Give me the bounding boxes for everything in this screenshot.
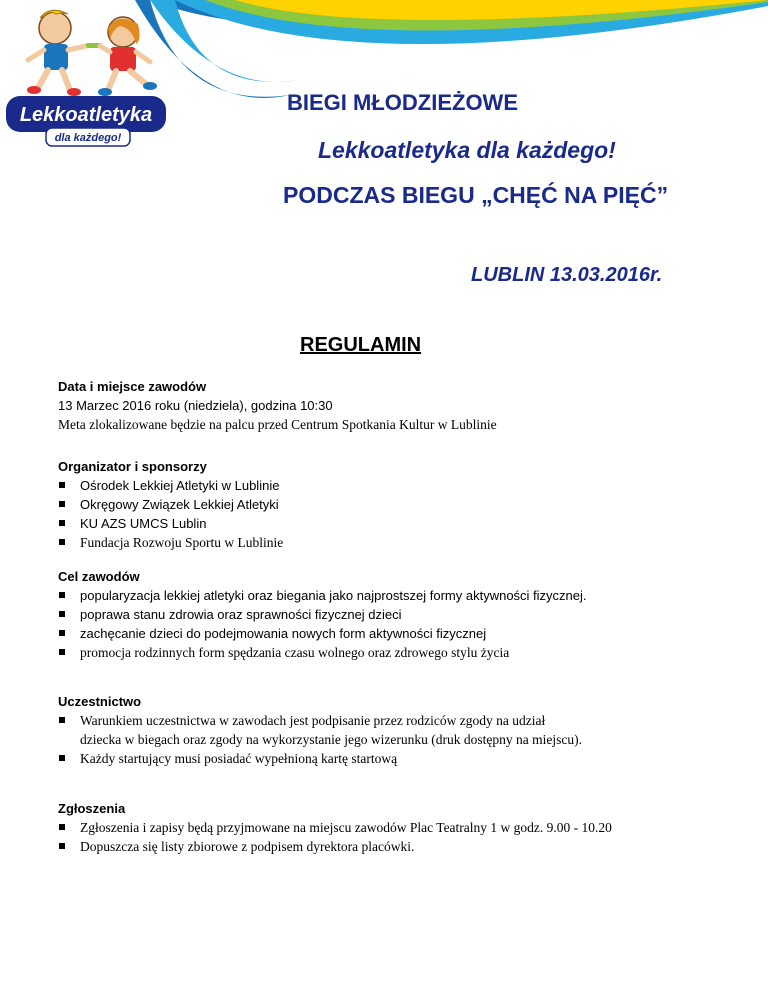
section-title: Cel zawodów — [58, 569, 140, 584]
list-item: KU AZS UMCS Lublin — [58, 514, 738, 533]
logo-tagline-text: dla każdego! — [54, 132, 122, 144]
event-date: 13 Marzec 2016 roku (niedziela), godzina 10:30 — [58, 398, 333, 413]
logo-brand-text: Lekkoatletyka — [19, 104, 153, 126]
list-item: Warunkiem uczestnictwa w zawodach jest podpisanie przez rodziców zgody na udział dziecka w biegach oraz zgody na wykorzystanie jego wizerunku (druk dostępny na miejscu). — [58, 711, 738, 749]
bullet-icon — [59, 630, 65, 636]
bullet-icon — [59, 717, 65, 723]
header-subtitle: Lekkoatletyka dla każdego! — [318, 137, 616, 163]
list-item: promocja rodzinnych form spędzania czasu wolnego oraz zdrowego stylu życia — [58, 643, 738, 662]
list-item: Każdy startujący musi posiadać wypełnioną kartę startową — [58, 749, 738, 768]
regulamin-title: REGULAMIN — [300, 334, 422, 356]
section-registration — [58, 800, 738, 856]
section-title: Uczestnictwo — [58, 694, 142, 709]
list-item: Fundacja Rozwoju Sportu w Lublinie — [58, 533, 738, 552]
header-event: PODCZAS BIEGU „CHĘĆ NA PIĘĆ” — [283, 182, 669, 208]
section-title: Zgłoszenia — [58, 801, 126, 816]
list-item: popularyzacja lekkiej atletyki oraz biegania jako najprostszej formy aktywności fizycznej. — [58, 586, 738, 605]
bullet-icon — [59, 755, 65, 761]
list-item: Okręgowy Związek Lekkiej Atletyki — [58, 495, 738, 514]
list-item: zachęcanie dzieci do podejmowania nowych form aktywności fizycznej — [58, 624, 738, 643]
section-goals — [58, 568, 738, 662]
bullet-icon — [59, 592, 65, 598]
bullet-icon — [59, 501, 65, 507]
bullet-icon — [59, 649, 65, 655]
girl-runner-figure — [98, 17, 157, 96]
list-item: Dopuszcza się listy zbiorowe z podpisem dyrektora placówki. — [58, 837, 738, 856]
header-place-date: LUBLIN 13.03.2016r. — [471, 264, 663, 286]
event-finish-location: Meta zlokalizowane będzie na palcu przed Centrum Spotkania Kultur w Lublinie — [58, 417, 497, 432]
bullet-icon — [59, 520, 65, 526]
bullet-icon — [59, 611, 65, 617]
list-item: Ośrodek Lekkiej Atletyki w Lublinie — [58, 476, 738, 495]
bullet-icon — [59, 824, 65, 830]
section-date-place — [58, 378, 738, 434]
bullet-icon — [59, 539, 65, 545]
list-item: Zgłoszenia i zapisy będą przyjmowane na miejscu zawodów Plac Teatralny 1 w godz. 9.00 - 10.20 — [58, 818, 738, 837]
boy-runner-figure — [27, 10, 86, 96]
list-item: poprawa stanu zdrowia oraz sprawności fizycznej dzieci — [58, 605, 738, 624]
header-title: BIEGI MŁODZIEŻOWE — [287, 90, 518, 115]
bullet-icon — [59, 843, 65, 849]
section-participation — [58, 693, 738, 768]
section-title: Data i miejsce zawodów — [58, 379, 207, 394]
lekkoatletyka-logo — [0, 0, 180, 160]
bullet-icon — [59, 482, 65, 488]
section-organizers — [58, 458, 738, 552]
section-title: Organizator i sponsorzy — [58, 459, 207, 474]
